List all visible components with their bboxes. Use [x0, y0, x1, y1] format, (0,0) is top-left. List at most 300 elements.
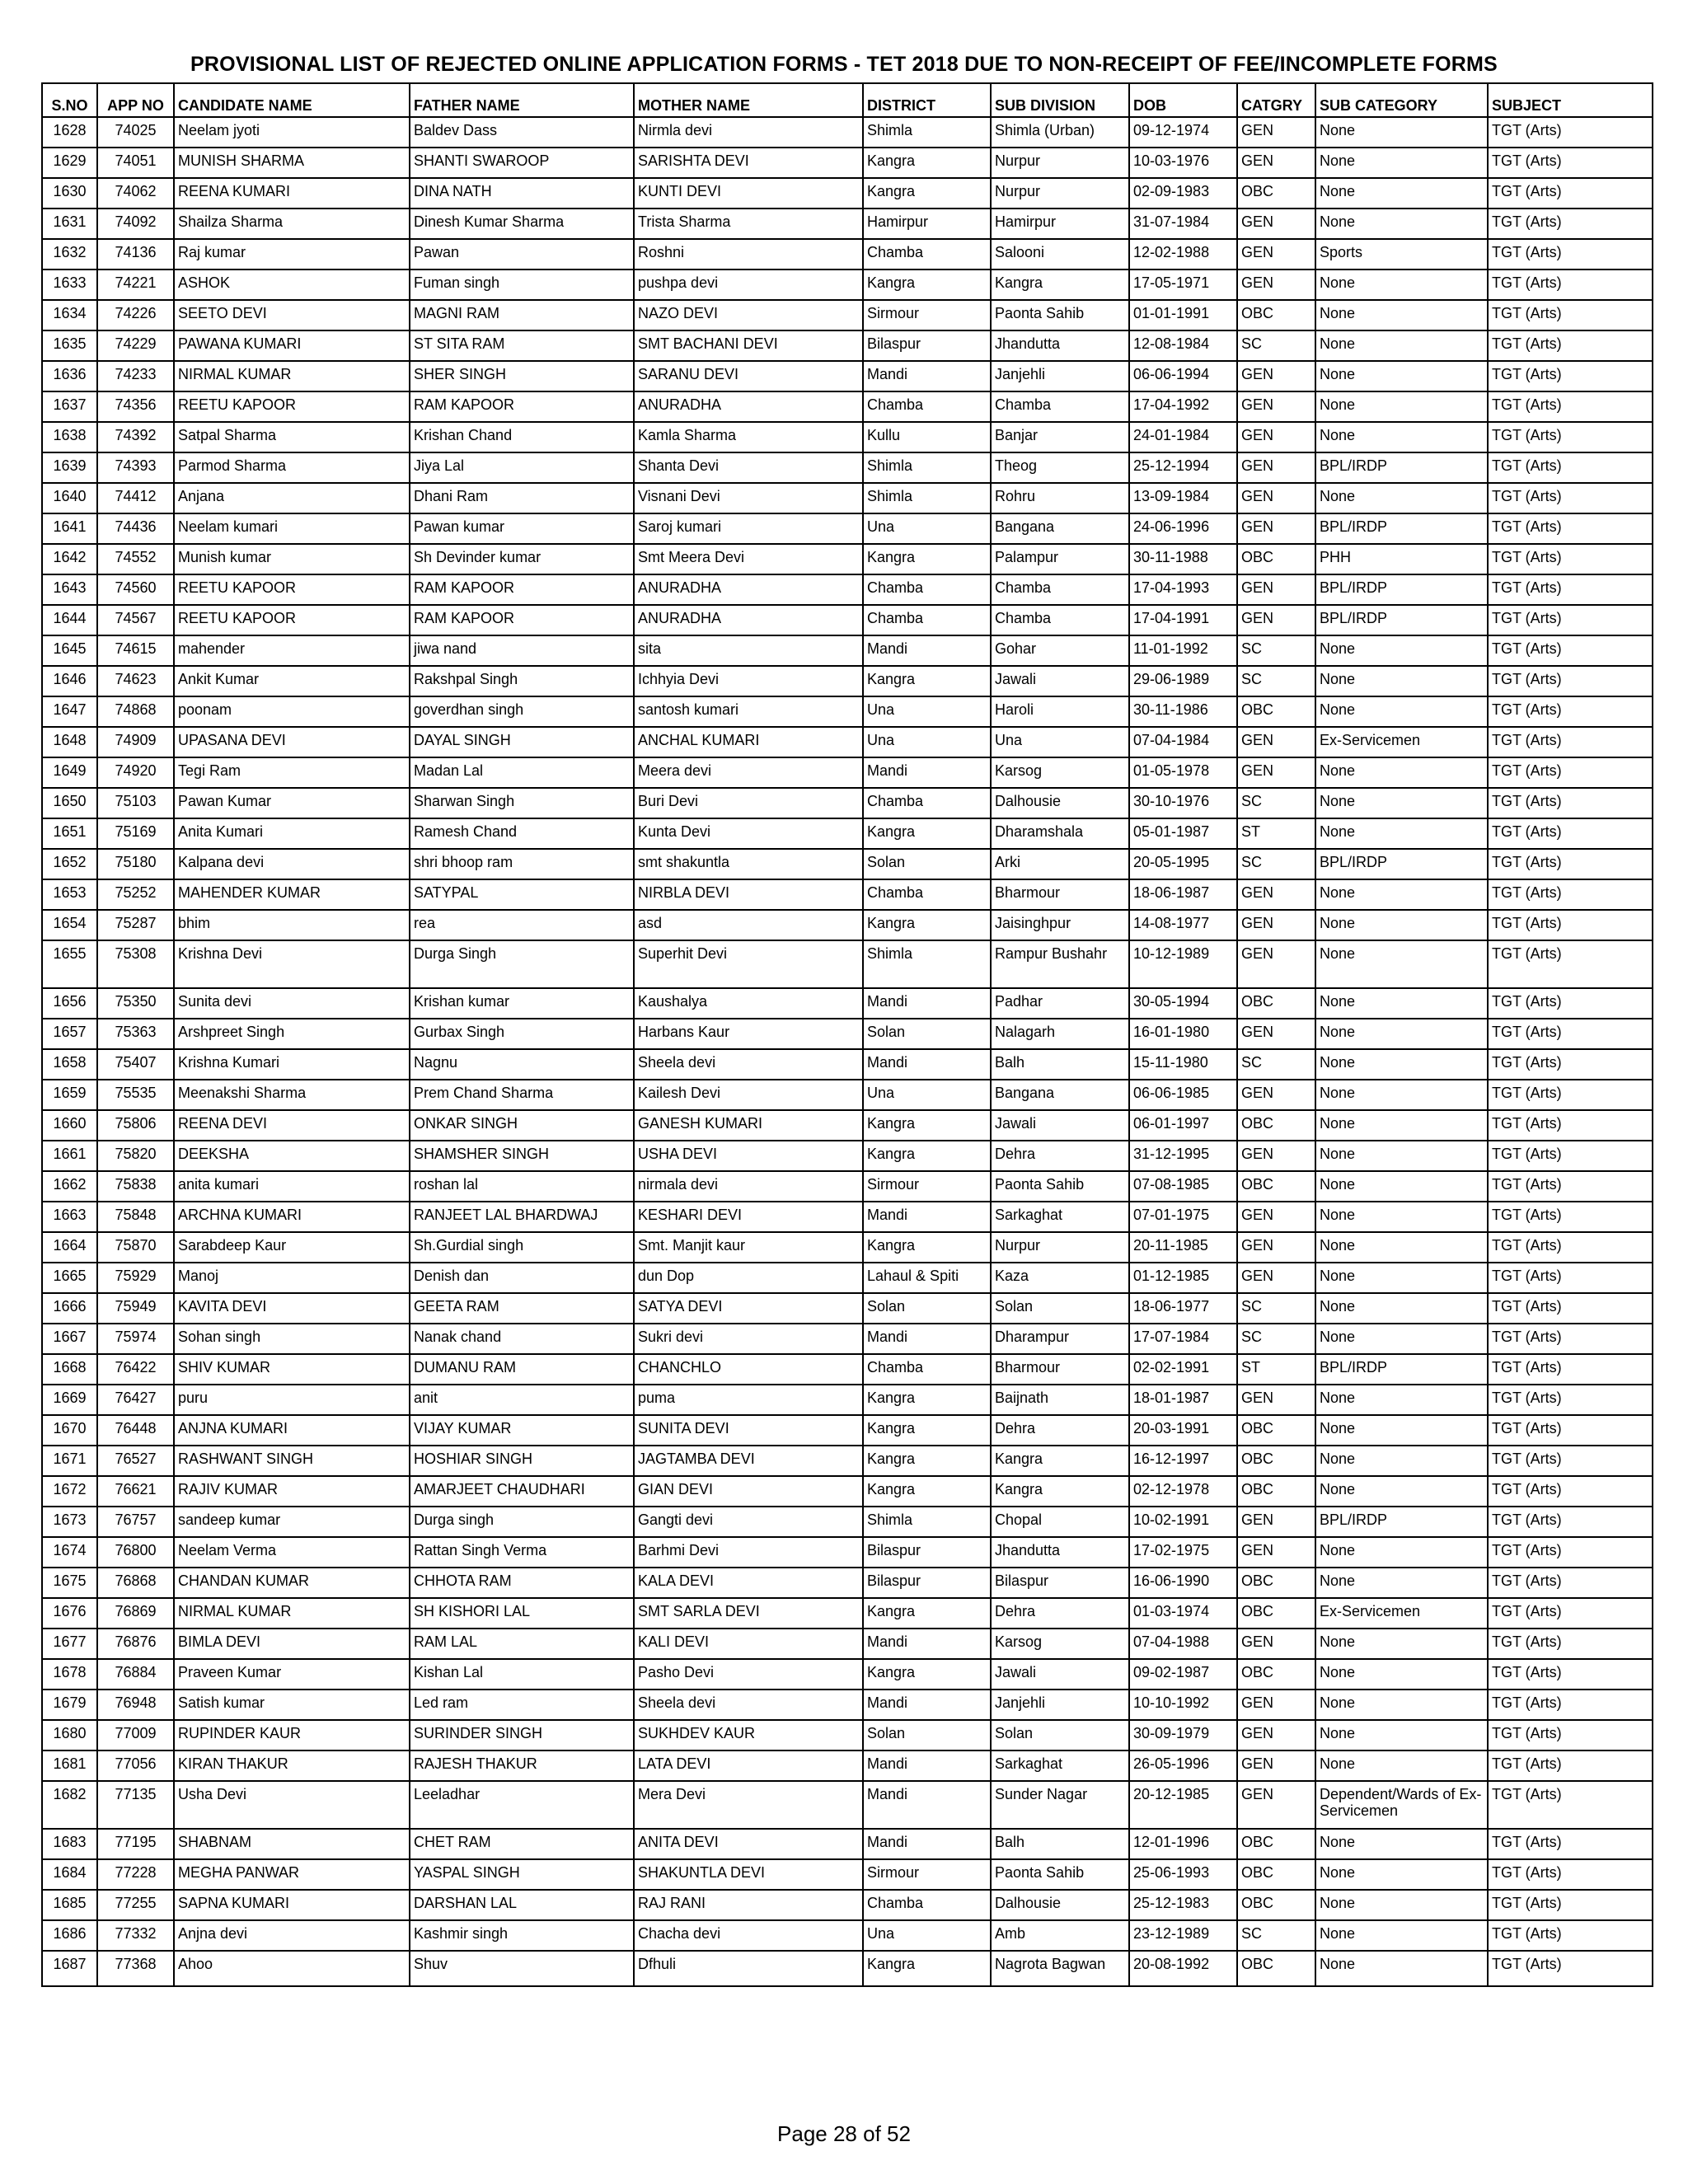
cell-candidate-name: bhim: [174, 910, 410, 940]
cell-candidate-name: REETU KAPOOR: [174, 605, 410, 635]
cell-dob: 11-01-1992: [1129, 635, 1237, 666]
header-subject: SUBJECT: [1488, 83, 1653, 117]
cell-father-name: SATYPAL: [410, 879, 634, 910]
cell-sub-category: None: [1315, 1324, 1488, 1354]
cell-subject: TGT (Arts): [1488, 391, 1653, 422]
cell-sno: 1664: [42, 1232, 97, 1263]
cell-dob: 06-06-1994: [1129, 361, 1237, 391]
cell-dob: 23-12-1989: [1129, 1920, 1237, 1951]
cell-dob: 25-12-1983: [1129, 1890, 1237, 1920]
cell-candidate-name: Satpal Sharma: [174, 422, 410, 452]
cell-candidate-name: Anita Kumari: [174, 818, 410, 849]
cell-subject: TGT (Arts): [1488, 1324, 1653, 1354]
cell-district: Mandi: [863, 635, 991, 666]
cell-district: Kangra: [863, 1415, 991, 1446]
cell-candidate-name: anita kumari: [174, 1171, 410, 1202]
cell-father-name: Durga Singh: [410, 940, 634, 988]
cell-sub-division: Padhar: [991, 988, 1129, 1019]
cell-district: Mandi: [863, 1750, 991, 1781]
cell-sub-division: Chamba: [991, 391, 1129, 422]
cell-candidate-name: RUPINDER KAUR: [174, 1720, 410, 1750]
cell-sub-category: None: [1315, 1659, 1488, 1690]
cell-sno: 1641: [42, 513, 97, 544]
cell-mother-name: Pasho Devi: [634, 1659, 863, 1690]
cell-candidate-name: REETU KAPOOR: [174, 391, 410, 422]
cell-sno: 1676: [42, 1598, 97, 1629]
cell-mother-name: Sukri devi: [634, 1324, 863, 1354]
cell-mother-name: puma: [634, 1385, 863, 1415]
cell-father-name: DARSHAN LAL: [410, 1890, 634, 1920]
cell-category: GEN: [1237, 605, 1315, 635]
cell-category: GEN: [1237, 1141, 1315, 1171]
cell-candidate-name: Pawan Kumar: [174, 788, 410, 818]
cell-app-no: 76757: [97, 1507, 174, 1537]
cell-district: Shimla: [863, 483, 991, 513]
cell-sub-category: None: [1315, 1019, 1488, 1049]
cell-subject: TGT (Arts): [1488, 300, 1653, 330]
cell-sub-category: None: [1315, 1690, 1488, 1720]
cell-sub-category: None: [1315, 1750, 1488, 1781]
cell-category: OBC: [1237, 1829, 1315, 1859]
table-row: [42, 1781, 1653, 1829]
cell-dob: 25-06-1993: [1129, 1859, 1237, 1890]
cell-sub-category: None: [1315, 879, 1488, 910]
cell-sno: 1660: [42, 1110, 97, 1141]
cell-category: GEN: [1237, 1629, 1315, 1659]
table-row: [42, 1324, 1653, 1354]
cell-sno: 1669: [42, 1385, 97, 1415]
cell-category: GEN: [1237, 269, 1315, 300]
cell-candidate-name: Sarabdeep Kaur: [174, 1232, 410, 1263]
cell-candidate-name: Manoj: [174, 1263, 410, 1293]
cell-app-no: 75535: [97, 1080, 174, 1110]
cell-sno: 1681: [42, 1750, 97, 1781]
cell-mother-name: Barhmi Devi: [634, 1537, 863, 1568]
cell-mother-name: sita: [634, 635, 863, 666]
cell-district: Mandi: [863, 988, 991, 1019]
cell-category: OBC: [1237, 1476, 1315, 1507]
table-row: [42, 422, 1653, 452]
cell-district: Solan: [863, 849, 991, 879]
cell-dob: 12-02-1988: [1129, 239, 1237, 269]
cell-district: Kangra: [863, 1232, 991, 1263]
cell-sub-division: Baijnath: [991, 1385, 1129, 1415]
cell-candidate-name: Sohan singh: [174, 1324, 410, 1354]
cell-app-no: 74909: [97, 727, 174, 757]
cell-mother-name: Smt. Manjit kaur: [634, 1232, 863, 1263]
cell-sub-category: None: [1315, 1629, 1488, 1659]
cell-dob: 30-05-1994: [1129, 988, 1237, 1019]
cell-sub-division: Salooni: [991, 239, 1129, 269]
cell-dob: 02-09-1983: [1129, 178, 1237, 209]
document-title: PROVISIONAL LIST OF REJECTED ONLINE APPLICATION FORMS - TET 2018 DUE TO NON-RECEIPT OF FEE/INCOMPLETE FORMS: [190, 53, 1498, 76]
table-row: [42, 269, 1653, 300]
cell-district: Kangra: [863, 269, 991, 300]
cell-subject: TGT (Arts): [1488, 635, 1653, 666]
cell-father-name: Prem Chand Sharma: [410, 1080, 634, 1110]
table-row: [42, 1293, 1653, 1324]
cell-sub-division: Paonta Sahib: [991, 1859, 1129, 1890]
cell-dob: 16-12-1997: [1129, 1446, 1237, 1476]
cell-category: GEN: [1237, 361, 1315, 391]
cell-sub-category: BPL/IRDP: [1315, 849, 1488, 879]
cell-sno: 1679: [42, 1690, 97, 1720]
cell-app-no: 74051: [97, 148, 174, 178]
cell-district: Una: [863, 696, 991, 727]
cell-sub-division: Dehra: [991, 1598, 1129, 1629]
cell-candidate-name: Anjana: [174, 483, 410, 513]
cell-dob: 17-04-1993: [1129, 574, 1237, 605]
cell-app-no: 76876: [97, 1629, 174, 1659]
cell-sub-division: Bangana: [991, 1080, 1129, 1110]
cell-mother-name: Harbans Kaur: [634, 1019, 863, 1049]
cell-sub-division: Nalagarh: [991, 1019, 1129, 1049]
cell-candidate-name: Neelam kumari: [174, 513, 410, 544]
table-row: [42, 757, 1653, 788]
cell-candidate-name: Meenakshi Sharma: [174, 1080, 410, 1110]
cell-sub-category: None: [1315, 300, 1488, 330]
cell-app-no: 75848: [97, 1202, 174, 1232]
cell-district: Kangra: [863, 818, 991, 849]
cell-category: OBC: [1237, 696, 1315, 727]
cell-dob: 29-06-1989: [1129, 666, 1237, 696]
table-row: [42, 1415, 1653, 1446]
cell-dob: 12-01-1996: [1129, 1829, 1237, 1859]
cell-sno: 1667: [42, 1324, 97, 1354]
cell-candidate-name: Shailza Sharma: [174, 209, 410, 239]
table-row: [42, 1019, 1653, 1049]
cell-category: SC: [1237, 1920, 1315, 1951]
cell-subject: TGT (Arts): [1488, 574, 1653, 605]
cell-sub-category: None: [1315, 1859, 1488, 1890]
cell-father-name: SHANTI SWAROOP: [410, 148, 634, 178]
cell-sub-category: None: [1315, 1415, 1488, 1446]
cell-sub-division: Jhandutta: [991, 330, 1129, 361]
cell-app-no: 77009: [97, 1720, 174, 1750]
cell-sno: 1668: [42, 1354, 97, 1385]
cell-dob: 30-09-1979: [1129, 1720, 1237, 1750]
cell-category: GEN: [1237, 1202, 1315, 1232]
cell-district: Kangra: [863, 1659, 991, 1690]
cell-category: GEN: [1237, 117, 1315, 148]
cell-father-name: Dinesh Kumar Sharma: [410, 209, 634, 239]
cell-mother-name: KALA DEVI: [634, 1568, 863, 1598]
cell-app-no: 74221: [97, 269, 174, 300]
cell-sno: 1635: [42, 330, 97, 361]
cell-sno: 1675: [42, 1568, 97, 1598]
cell-mother-name: Nirmla devi: [634, 117, 863, 148]
cell-sno: 1643: [42, 574, 97, 605]
cell-father-name: DAYAL SINGH: [410, 727, 634, 757]
table-row: [42, 1659, 1653, 1690]
cell-sub-division: Janjehli: [991, 361, 1129, 391]
cell-mother-name: Kailesh Devi: [634, 1080, 863, 1110]
cell-dob: 20-03-1991: [1129, 1415, 1237, 1446]
table-row: [42, 849, 1653, 879]
cell-district: Mandi: [863, 361, 991, 391]
cell-category: GEN: [1237, 910, 1315, 940]
cell-mother-name: SUKHDEV KAUR: [634, 1720, 863, 1750]
cell-subject: TGT (Arts): [1488, 1171, 1653, 1202]
cell-sub-category: None: [1315, 148, 1488, 178]
table-row: [42, 635, 1653, 666]
cell-candidate-name: SHABNAM: [174, 1829, 410, 1859]
cell-app-no: 74920: [97, 757, 174, 788]
header-district: DISTRICT: [863, 83, 991, 117]
cell-sub-division: Dharampur: [991, 1324, 1129, 1354]
cell-mother-name: Buri Devi: [634, 788, 863, 818]
cell-sno: 1630: [42, 178, 97, 209]
cell-district: Bilaspur: [863, 330, 991, 361]
cell-district: Solan: [863, 1720, 991, 1750]
cell-district: Chamba: [863, 391, 991, 422]
cell-district: Una: [863, 513, 991, 544]
cell-sno: 1639: [42, 452, 97, 483]
table-row: [42, 148, 1653, 178]
cell-district: Kangra: [863, 178, 991, 209]
table-row: [42, 178, 1653, 209]
cell-father-name: Baldev Dass: [410, 117, 634, 148]
cell-dob: 01-05-1978: [1129, 757, 1237, 788]
cell-dob: 10-02-1991: [1129, 1507, 1237, 1537]
cell-app-no: 76884: [97, 1659, 174, 1690]
cell-district: Sirmour: [863, 300, 991, 330]
cell-sub-division: Kaza: [991, 1263, 1129, 1293]
cell-district: Bilaspur: [863, 1568, 991, 1598]
cell-dob: 16-01-1980: [1129, 1019, 1237, 1049]
cell-candidate-name: NIRMAL KUMAR: [174, 1598, 410, 1629]
cell-sub-division: Sunder Nagar: [991, 1781, 1129, 1829]
table-row: [42, 1629, 1653, 1659]
cell-mother-name: dun Dop: [634, 1263, 863, 1293]
cell-father-name: Krishan Chand: [410, 422, 634, 452]
table-row: [42, 330, 1653, 361]
table-row: [42, 1354, 1653, 1385]
cell-dob: 20-08-1992: [1129, 1951, 1237, 1986]
cell-dob: 01-01-1991: [1129, 300, 1237, 330]
cell-sub-division: Chamba: [991, 574, 1129, 605]
cell-dob: 24-06-1996: [1129, 513, 1237, 544]
cell-app-no: 76948: [97, 1690, 174, 1720]
cell-district: Kangra: [863, 1476, 991, 1507]
cell-candidate-name: ARCHNA KUMARI: [174, 1202, 410, 1232]
cell-sno: 1650: [42, 788, 97, 818]
cell-category: GEN: [1237, 1781, 1315, 1829]
cell-sno: 1653: [42, 879, 97, 910]
cell-sub-category: None: [1315, 178, 1488, 209]
cell-sub-category: None: [1315, 117, 1488, 148]
cell-sub-category: Ex-Servicemen: [1315, 1598, 1488, 1629]
cell-father-name: Sh Devinder kumar: [410, 544, 634, 574]
cell-father-name: Sh.Gurdial singh: [410, 1232, 634, 1263]
cell-candidate-name: Tegi Ram: [174, 757, 410, 788]
table-row: [42, 1920, 1653, 1951]
cell-district: Kangra: [863, 1598, 991, 1629]
cell-app-no: 74615: [97, 635, 174, 666]
cell-category: SC: [1237, 1049, 1315, 1080]
cell-mother-name: Visnani Devi: [634, 483, 863, 513]
cell-subject: TGT (Arts): [1488, 178, 1653, 209]
header-sub-category: SUB CATEGORY: [1315, 83, 1488, 117]
cell-subject: TGT (Arts): [1488, 1019, 1653, 1049]
cell-sub-category: None: [1315, 330, 1488, 361]
cell-category: GEN: [1237, 1690, 1315, 1720]
cell-candidate-name: Praveen Kumar: [174, 1659, 410, 1690]
cell-app-no: 75806: [97, 1110, 174, 1141]
cell-app-no: 74233: [97, 361, 174, 391]
cell-app-no: 75169: [97, 818, 174, 849]
cell-sub-category: None: [1315, 1385, 1488, 1415]
cell-sno: 1666: [42, 1293, 97, 1324]
cell-sub-division: Jawali: [991, 1110, 1129, 1141]
cell-sub-category: None: [1315, 1202, 1488, 1232]
cell-dob: 17-05-1971: [1129, 269, 1237, 300]
table-row: [42, 1263, 1653, 1293]
cell-sno: 1685: [42, 1890, 97, 1920]
cell-mother-name: KUNTI DEVI: [634, 178, 863, 209]
cell-app-no: 75870: [97, 1232, 174, 1263]
cell-category: GEN: [1237, 1537, 1315, 1568]
cell-father-name: Ramesh Chand: [410, 818, 634, 849]
cell-dob: 30-11-1988: [1129, 544, 1237, 574]
cell-app-no: 75350: [97, 988, 174, 1019]
cell-candidate-name: RAJIV KUMAR: [174, 1476, 410, 1507]
cell-sub-category: BPL/IRDP: [1315, 452, 1488, 483]
cell-sub-category: None: [1315, 666, 1488, 696]
cell-subject: TGT (Arts): [1488, 361, 1653, 391]
cell-sub-category: None: [1315, 1890, 1488, 1920]
cell-dob: 07-04-1988: [1129, 1629, 1237, 1659]
cell-district: Mandi: [863, 1829, 991, 1859]
table-row: [42, 1476, 1653, 1507]
cell-candidate-name: mahender: [174, 635, 410, 666]
cell-app-no: 74226: [97, 300, 174, 330]
cell-category: GEN: [1237, 1720, 1315, 1750]
cell-category: OBC: [1237, 1110, 1315, 1141]
cell-subject: TGT (Arts): [1488, 117, 1653, 148]
cell-mother-name: smt shakuntla: [634, 849, 863, 879]
cell-sub-category: None: [1315, 1080, 1488, 1110]
cell-sub-division: Jawali: [991, 666, 1129, 696]
cell-sub-division: Una: [991, 727, 1129, 757]
cell-candidate-name: sandeep kumar: [174, 1507, 410, 1537]
cell-father-name: RANJEET LAL BHARDWAJ: [410, 1202, 634, 1232]
cell-subject: TGT (Arts): [1488, 1385, 1653, 1415]
cell-father-name: YASPAL SINGH: [410, 1859, 634, 1890]
cell-category: ST: [1237, 1354, 1315, 1385]
cell-sub-division: Dehra: [991, 1141, 1129, 1171]
cell-candidate-name: Kalpana devi: [174, 849, 410, 879]
cell-subject: TGT (Arts): [1488, 1263, 1653, 1293]
cell-sno: 1648: [42, 727, 97, 757]
cell-subject: TGT (Arts): [1488, 1415, 1653, 1446]
cell-dob: 12-08-1984: [1129, 330, 1237, 361]
cell-category: OBC: [1237, 544, 1315, 574]
cell-dob: 18-06-1977: [1129, 1293, 1237, 1324]
cell-district: Shimla: [863, 1507, 991, 1537]
cell-father-name: SHAMSHER SINGH: [410, 1141, 634, 1171]
cell-category: OBC: [1237, 1659, 1315, 1690]
cell-app-no: 74356: [97, 391, 174, 422]
cell-sno: 1683: [42, 1829, 97, 1859]
cell-sub-division: Bharmour: [991, 879, 1129, 910]
cell-district: Shimla: [863, 117, 991, 148]
cell-dob: 20-05-1995: [1129, 849, 1237, 879]
cell-mother-name: Meera devi: [634, 757, 863, 788]
cell-sub-category: None: [1315, 818, 1488, 849]
cell-sub-division: Gohar: [991, 635, 1129, 666]
cell-sub-category: None: [1315, 1171, 1488, 1202]
cell-sub-category: None: [1315, 635, 1488, 666]
cell-district: Lahaul & Spiti: [863, 1263, 991, 1293]
cell-app-no: 77228: [97, 1859, 174, 1890]
cell-app-no: 74412: [97, 483, 174, 513]
cell-subject: TGT (Arts): [1488, 988, 1653, 1019]
cell-mother-name: pushpa devi: [634, 269, 863, 300]
cell-father-name: Gurbax Singh: [410, 1019, 634, 1049]
cell-dob: 20-12-1985: [1129, 1781, 1237, 1829]
table-row: [42, 696, 1653, 727]
cell-category: GEN: [1237, 879, 1315, 910]
cell-sub-division: Shimla (Urban): [991, 117, 1129, 148]
cell-district: Mandi: [863, 757, 991, 788]
cell-sub-category: PHH: [1315, 544, 1488, 574]
cell-category: SC: [1237, 788, 1315, 818]
cell-mother-name: Gangti devi: [634, 1507, 863, 1537]
cell-district: Una: [863, 727, 991, 757]
cell-sno: 1633: [42, 269, 97, 300]
table-row: [42, 1080, 1653, 1110]
cell-sub-category: BPL/IRDP: [1315, 574, 1488, 605]
cell-sub-category: None: [1315, 1232, 1488, 1263]
cell-sno: 1657: [42, 1019, 97, 1049]
cell-district: Mandi: [863, 1629, 991, 1659]
cell-category: OBC: [1237, 1859, 1315, 1890]
table-row: [42, 788, 1653, 818]
cell-sub-division: Jhandutta: [991, 1537, 1129, 1568]
cell-subject: TGT (Arts): [1488, 1110, 1653, 1141]
cell-sno: 1663: [42, 1202, 97, 1232]
cell-app-no: 75252: [97, 879, 174, 910]
cell-dob: 05-01-1987: [1129, 818, 1237, 849]
cell-sno: 1651: [42, 818, 97, 849]
table-row: [42, 1537, 1653, 1568]
cell-app-no: 75363: [97, 1019, 174, 1049]
cell-father-name: jiwa nand: [410, 635, 634, 666]
cell-mother-name: SARISHTA DEVI: [634, 148, 863, 178]
cell-subject: TGT (Arts): [1488, 1507, 1653, 1537]
cell-father-name: Kishan Lal: [410, 1659, 634, 1690]
cell-sub-division: Rohru: [991, 483, 1129, 513]
cell-candidate-name: Ankit Kumar: [174, 666, 410, 696]
cell-dob: 15-11-1980: [1129, 1049, 1237, 1080]
cell-sno: 1652: [42, 849, 97, 879]
cell-sub-category: None: [1315, 1446, 1488, 1476]
cell-category: GEN: [1237, 1232, 1315, 1263]
cell-dob: 31-07-1984: [1129, 209, 1237, 239]
cell-sub-category: BPL/IRDP: [1315, 1507, 1488, 1537]
cell-app-no: 74025: [97, 117, 174, 148]
cell-subject: TGT (Arts): [1488, 1537, 1653, 1568]
cell-mother-name: USHA DEVI: [634, 1141, 863, 1171]
cell-sno: 1637: [42, 391, 97, 422]
cell-app-no: 75838: [97, 1171, 174, 1202]
cell-subject: TGT (Arts): [1488, 1080, 1653, 1110]
cell-sno: 1680: [42, 1720, 97, 1750]
cell-sub-division: Solan: [991, 1293, 1129, 1324]
cell-mother-name: LATA DEVI: [634, 1750, 863, 1781]
cell-father-name: Rattan Singh Verma: [410, 1537, 634, 1568]
